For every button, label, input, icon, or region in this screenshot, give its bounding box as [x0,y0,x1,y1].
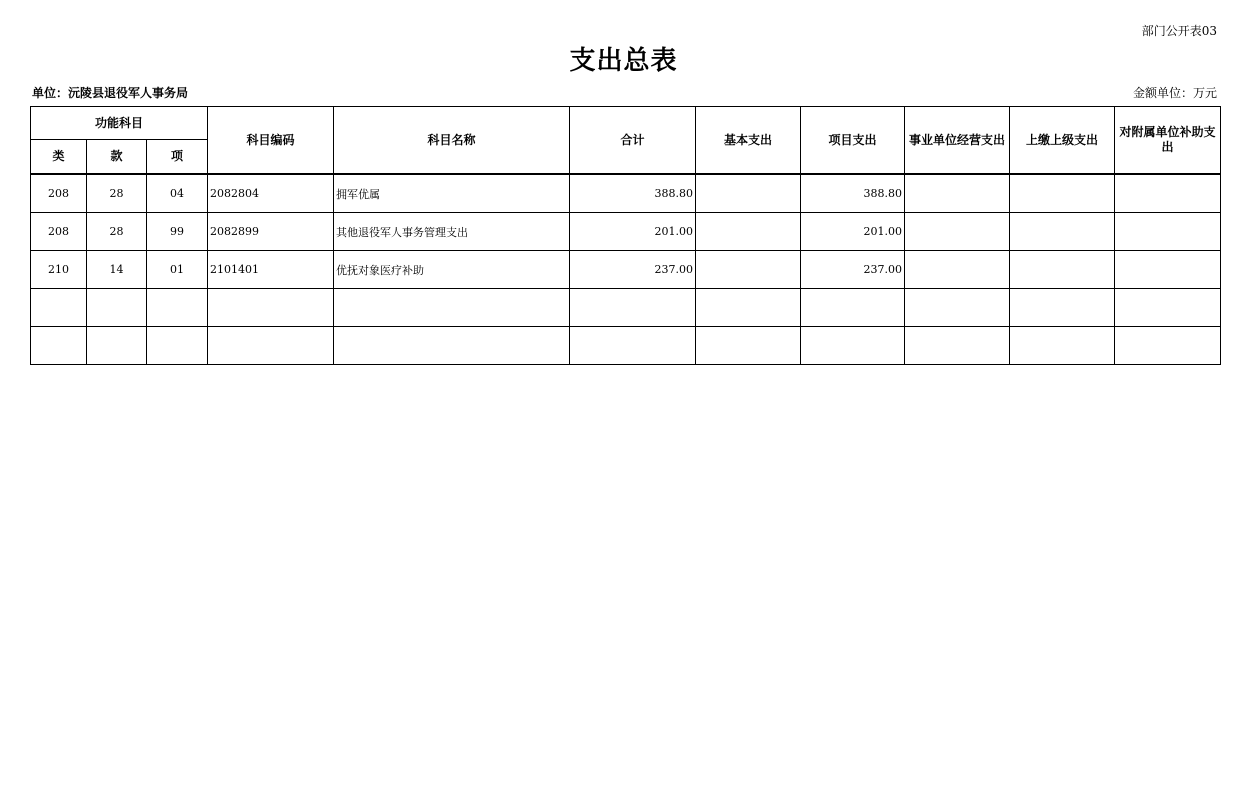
cell-subsidy [1115,174,1221,213]
cell-lei: 208 [31,174,87,213]
cell-code: 2082804 [208,174,334,213]
cell-project: 237.00 [801,251,905,289]
header-kuan: 款 [87,140,147,175]
cell-subsidy [1115,289,1221,327]
cell-upper [1010,251,1115,289]
cell-total [570,327,696,365]
header-total: 合计 [570,107,696,175]
cell-code [208,289,334,327]
expenditure-table [30,106,1221,365]
header-subject-code: 科目编码 [208,107,334,175]
cell-project [801,327,905,365]
header-business-expenditure: 事业单位经营支出 [905,107,1010,175]
header-upper-payment: 上缴上级支出 [1010,107,1115,175]
header-xiang: 项 [147,140,208,175]
cell-project [801,289,905,327]
table-row [31,327,1221,365]
cell-name: 其他退役军人事务管理支出 [334,213,570,251]
cell-xiang: 04 [147,174,208,213]
table-body [31,174,1221,365]
cell-business [905,289,1010,327]
cell-name [334,327,570,365]
table-row [31,174,1221,213]
header-basic-expenditure: 基本支出 [696,107,801,175]
cell-total [570,289,696,327]
cell-lei [31,327,87,365]
header-project-expenditure: 项目支出 [801,107,905,175]
cell-xiang: 01 [147,251,208,289]
cell-total: 237.00 [570,251,696,289]
cell-kuan: 14 [87,251,147,289]
cell-subsidy [1115,251,1221,289]
cell-name [334,289,570,327]
form-code: 部门公开表03 [1141,24,1217,38]
cell-upper [1010,213,1115,251]
cell-code: 2082899 [208,213,334,251]
header-lei: 类 [31,140,87,175]
cell-subsidy [1115,213,1221,251]
cell-kuan: 28 [87,174,147,213]
table-row [31,289,1221,327]
cell-upper [1010,289,1115,327]
cell-upper [1010,327,1115,365]
cell-basic [696,174,801,213]
cell-lei [31,289,87,327]
cell-code: 2101401 [208,251,334,289]
cell-xiang [147,289,208,327]
header-function-subject: 功能科目 [31,107,208,140]
cell-project: 388.80 [801,174,905,213]
page-title: 支出总表 [569,46,678,76]
header-subject-name: 科目名称 [334,107,570,175]
amount-unit-label: 金额单位：万元 [1132,86,1217,100]
cell-lei: 210 [31,251,87,289]
cell-basic [696,327,801,365]
cell-upper [1010,174,1115,213]
cell-business [905,251,1010,289]
cell-total: 388.80 [570,174,696,213]
cell-xiang: 99 [147,213,208,251]
table-row [31,213,1221,251]
table-row [31,251,1221,289]
cell-name: 拥军优属 [334,174,570,213]
cell-lei: 208 [31,213,87,251]
cell-business [905,174,1010,213]
cell-kuan [87,289,147,327]
cell-business [905,327,1010,365]
cell-xiang [147,327,208,365]
cell-basic [696,213,801,251]
cell-subsidy [1115,327,1221,365]
cell-total: 201.00 [570,213,696,251]
cell-business [905,213,1010,251]
table-header [31,107,1221,175]
cell-name: 优抚对象医疗补助 [334,251,570,289]
cell-kuan [87,327,147,365]
cell-basic [696,251,801,289]
cell-kuan: 28 [87,213,147,251]
cell-basic [696,289,801,327]
cell-project: 201.00 [801,213,905,251]
header-subsidiary-subsidy: 对附属单位补助支出 [1115,107,1221,175]
cell-code [208,327,334,365]
unit-label: 单位：沅陵县退役军人事务局 [32,86,189,100]
